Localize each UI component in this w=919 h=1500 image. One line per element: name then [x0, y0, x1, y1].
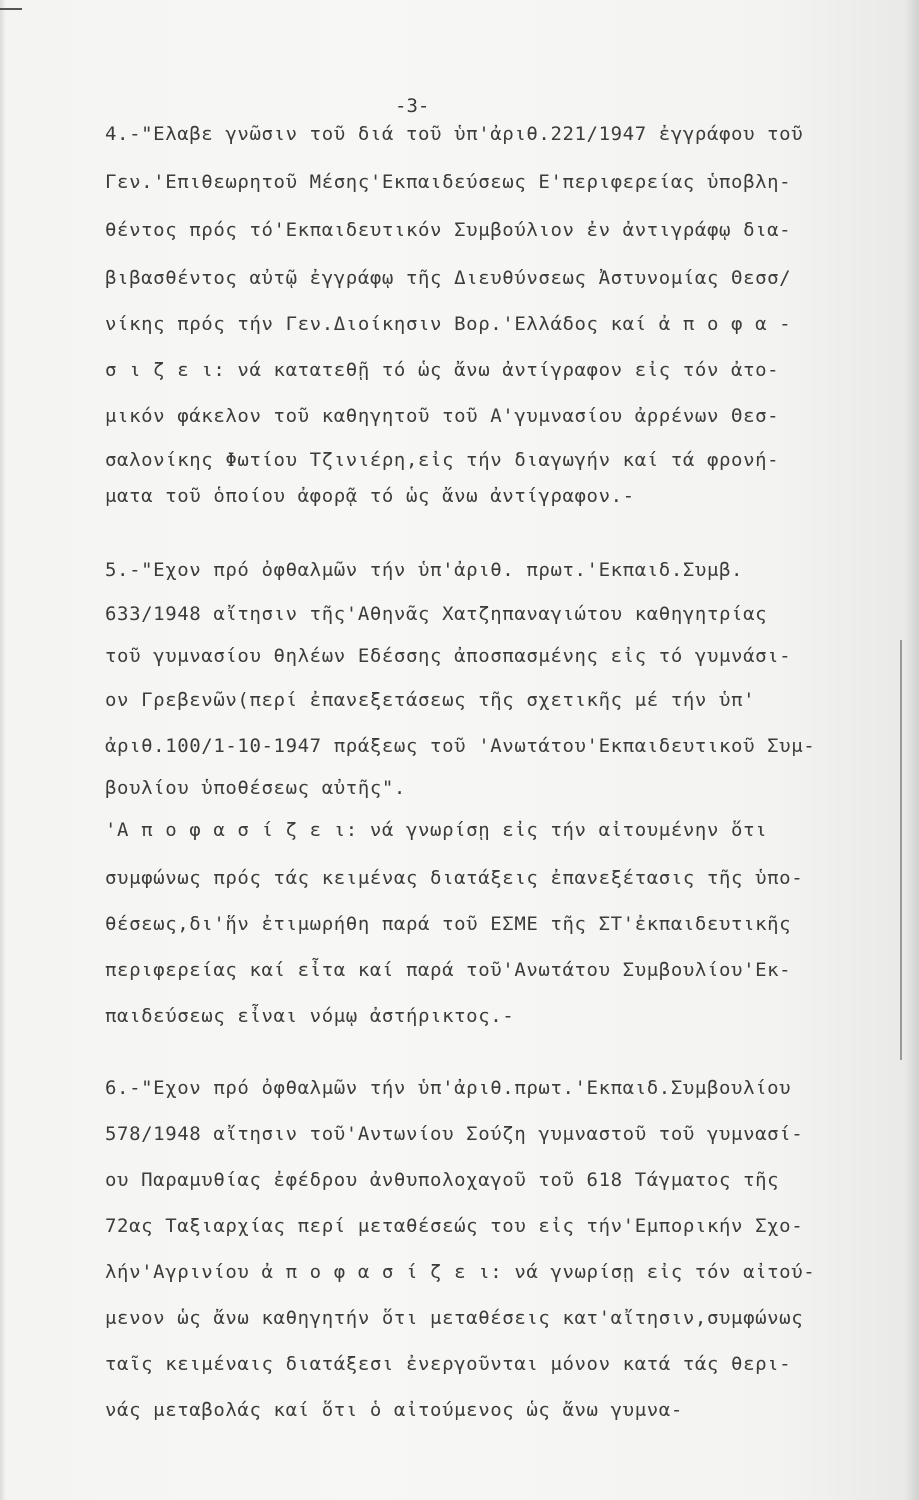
margin-rule	[900, 640, 902, 1060]
text-line-16: 'Α π ο φ α σ ί ζ ε ι: νά γνωρίσῃ εἰς τήν αἰτουμένην ὅτι	[105, 819, 768, 841]
text-line-20: παιδεύσεως εἶναι νόμῳ ἀστήρικτος.-	[105, 1005, 515, 1027]
text-line-10: 5.-"Εχον πρό ὀφθαλμῶν τήν ὑπ'ἀριθ. πρωτ.'Εκπαιδ.Συμβ.	[105, 559, 744, 581]
text-line-25: λήν'Αγρινίου ἀ π ο φ α σ ί ζ ε ι: νά γνωρίσῃ εἰς τόν αἰτού-	[105, 1261, 816, 1283]
text-line-22: 578/1948 αἴτησιν τοῦ'Αντωνίου Σούζη γυμναστοῦ τοῦ γυμνασί-	[105, 1123, 804, 1145]
text-line-21: 6.-"Εχον πρό ὀφθαλμῶν τήν ὑπ'ἀριθ.πρωτ.'Εκπαιδ.Συμβουλίου	[105, 1077, 792, 1099]
text-line-9: ματα τοῦ ὁποίου ἀφορᾷ τό ὡς ἄνω ἀντίγραφον.-	[105, 485, 635, 507]
corner-mark	[0, 8, 22, 10]
text-line-24: 72ας Ταξιαρχίας περί μεταθέσεώς του εἰς τήν'Εμπορικήν Σχο-	[105, 1215, 804, 1237]
page-number: -3-	[395, 95, 430, 117]
text-line-28: νάς μεταβολάς καί ὅτι ὁ αἰτούμενος ὡς ἄνω γυμνα-	[105, 1399, 683, 1421]
text-line-17: συμφώνως πρός τάς κειμένας διατάξεις ἐπανεξέτασις τῆς ὑπο-	[105, 867, 804, 889]
text-line-15: βουλίου ὑποθέσεως αὐτῆς".	[105, 777, 406, 799]
text-line-23: ου Παραμυθίας ἐφέδρου ἀνθυπολοχαγοῦ τοῦ 618 Τάγματος τῆς	[105, 1169, 780, 1191]
text-line-11: 633/1948 αἴτησιν τῆς'Αθηνᾶς Χατζηπαναγιώτου καθηγητρίας	[105, 603, 768, 625]
text-line-4: βιβασθέντος αὐτῷ ἐγγράφῳ τῆς Διευθύνσεως Ἀστυνομίας Θεσσ/	[105, 267, 792, 289]
text-line-12: τοῦ γυμνασίου θηλέων Εδέσσης ἀποσπασμένης εἰς τό γυμνάσι-	[105, 645, 792, 667]
text-line-3: θέντος πρός τό'Εκπαιδευτικόν Συμβούλιον ἐν ἀντιγράφῳ δια-	[105, 219, 792, 241]
text-line-7: μικόν φάκελον τοῦ καθηγητοῦ τοῦ Α'γυμνασίου ἀρρένων Θεσ-	[105, 405, 780, 427]
text-line-19: περιφερείας καί εἶτα καί παρά τοῦ'Ανωτάτου Συμβουλίου'Εκ-	[105, 959, 792, 981]
text-line-2: Γεν.'Επιθεωρητοῦ Μέσης'Εκπαιδεύσεως Ε'περιφερείας ὑποβλη-	[105, 171, 792, 193]
text-line-8: σαλονίκης Φωτίου Τζινιέρη,εἰς τήν διαγωγήν καί τά φρονή-	[105, 449, 780, 471]
scan-left-edge	[0, 0, 6, 1500]
text-line-1: 4.-"Ελαβε γνῶσιν τοῦ διά τοῦ ὑπ'ἀριθ.221/1947 ἐγγράφου τοῦ	[105, 123, 804, 145]
text-line-5: νίκης πρός τήν Γεν.Διοίκησιν Βορ.'Ελλάδος καί ἀ π ο φ α -	[105, 313, 792, 335]
text-line-6: σ ι ζ ε ι: νά κατατεθῇ τό ὡς ἄνω ἀντίγραφον εἰς τόν ἀτο-	[105, 359, 780, 381]
text-line-13: ον Γρεβενῶν(περί ἐπανεξετάσεως τῆς σχετικῆς μέ τήν ὑπ'	[105, 689, 756, 711]
text-line-14: ἀριθ.100/1-10-1947 πράξεως τοῦ 'Ανωτάτου'Εκπαιδευτικοῦ Συμ-	[105, 735, 816, 757]
text-line-26: μενον ὡς ἄνω καθηγητήν ὅτι μεταθέσεις κατ'αἴτησιν,συμφώνως	[105, 1307, 804, 1329]
text-line-18: θέσεως,δι'ἥν ἐτιμωρήθη παρά τοῦ ΕΣΜΕ τῆς ΣΤ'ἐκπαιδευτικῆς	[105, 913, 792, 935]
scan-right-edge	[905, 0, 919, 1500]
text-line-27: ταῖς κειμέναις διατάξεσι ἐνεργοῦνται μόνον κατά τάς θερι-	[105, 1353, 792, 1375]
